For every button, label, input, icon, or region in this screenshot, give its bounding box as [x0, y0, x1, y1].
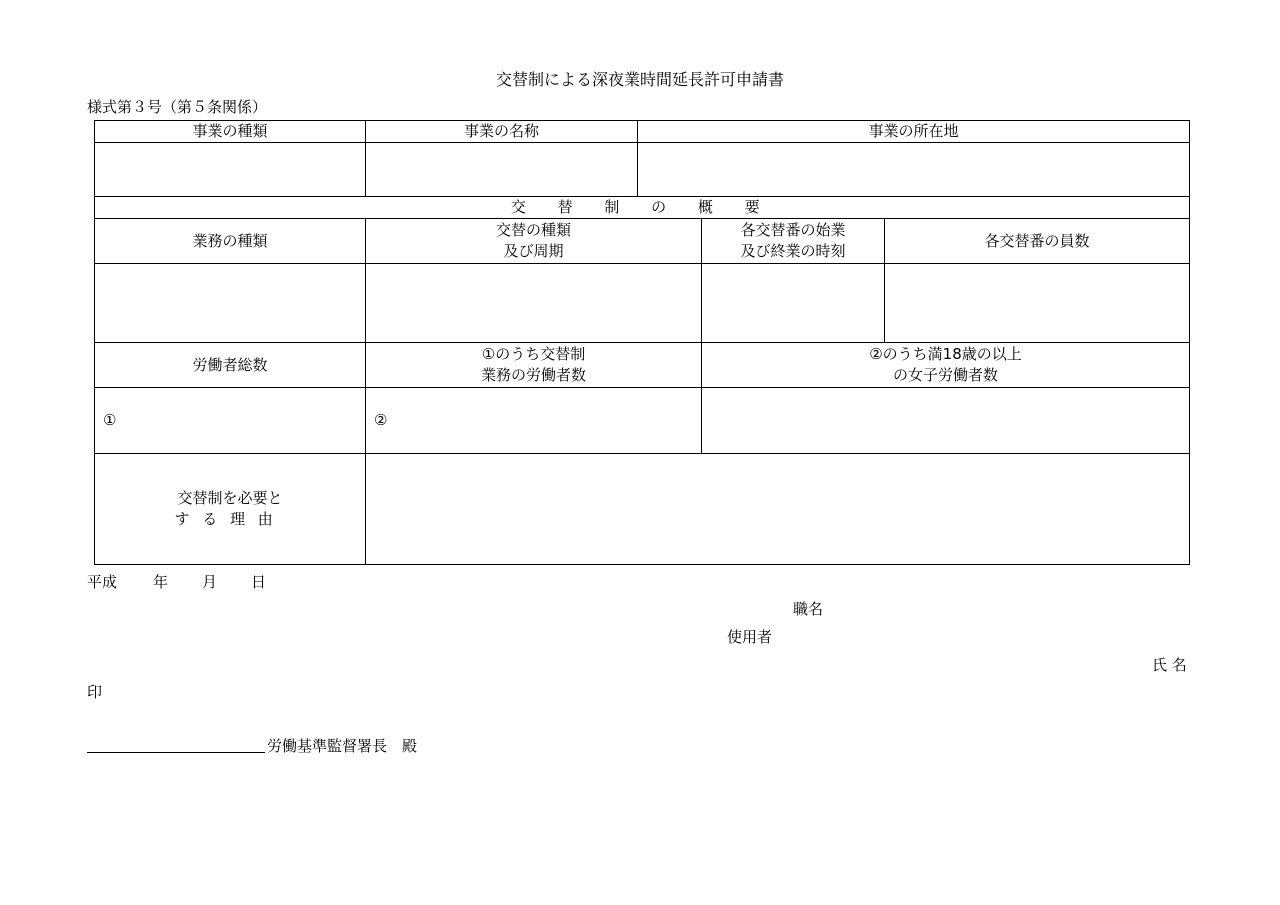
header-female-workers-line2: の女子労働者数: [893, 366, 999, 384]
application-form-table: [94, 120, 1190, 565]
header-shift-workers: [366, 343, 702, 388]
header-work-type: 業務の種類: [95, 219, 366, 264]
header-shift-type-line1: 交替の種類: [495, 221, 571, 239]
employer-label: 使用者: [727, 628, 773, 646]
header-business-type: 事業の種類: [95, 121, 366, 143]
business-header-row: [95, 121, 1190, 143]
reason-row: [95, 454, 1190, 565]
header-business-name: 事業の名称: [366, 121, 638, 143]
marker-2: ②: [374, 411, 388, 429]
shift-input-row: [95, 264, 1190, 343]
marker-1: ①: [103, 411, 117, 429]
date-month: 月: [202, 573, 218, 591]
business-location-field[interactable]: [638, 143, 1190, 197]
header-business-location: 事業の所在地: [638, 121, 1190, 143]
section-title-text: 交 替 制 の 概 要: [510, 198, 774, 216]
reason-label-line1: 交替制を必要と: [177, 489, 283, 507]
header-shift-times: [702, 219, 885, 264]
header-shift-times-line1: 各交替番の始業: [740, 221, 846, 239]
header-shift-staff: 各交替番の員数: [885, 219, 1190, 264]
date-day: 日: [251, 573, 267, 591]
office-name-underline[interactable]: [87, 752, 265, 753]
header-shift-workers-line1: ①のうち交替制: [481, 345, 586, 363]
seal-label: 印: [87, 683, 103, 701]
shift-header-row: [95, 219, 1190, 264]
header-female-workers: [702, 343, 1190, 388]
section-title-row: [95, 197, 1190, 219]
header-shift-workers-line2: 業務の労働者数: [480, 366, 586, 384]
worker-header-row: [95, 343, 1190, 388]
female-workers-field[interactable]: [702, 388, 1190, 454]
reason-field[interactable]: [366, 454, 1190, 565]
shift-times-field[interactable]: [702, 264, 885, 343]
header-shift-type-line2: 及び周期: [503, 242, 564, 260]
total-workers-field[interactable]: [95, 388, 366, 454]
reason-label-line2: する理由: [174, 510, 286, 528]
shift-workers-field[interactable]: [366, 388, 702, 454]
date-year: 年: [153, 573, 169, 591]
business-input-row: [95, 143, 1190, 197]
header-female-workers-line1: ②のうち満18歳の以上: [869, 345, 1022, 363]
reason-label: [95, 454, 366, 565]
shift-type-field[interactable]: [366, 264, 702, 343]
business-name-field[interactable]: [366, 143, 638, 197]
addressee: 労働基準監督署長 殿: [267, 737, 418, 755]
header-shift-times-line2: 及び終業の時刻: [740, 242, 846, 260]
form-number: 様式第３号（第５条関係）: [87, 98, 268, 116]
worker-input-row: [95, 388, 1190, 454]
shift-staff-field[interactable]: [885, 264, 1190, 343]
section-title: [95, 197, 1190, 219]
date-era: 平成: [87, 573, 118, 591]
work-type-field[interactable]: [95, 264, 366, 343]
business-type-field[interactable]: [95, 143, 366, 197]
header-shift-type: [366, 219, 702, 264]
position-label: 職名: [793, 600, 824, 618]
document-title: 交替制による深夜業時間延長許可申請書: [495, 70, 784, 89]
header-total-workers: 労働者総数: [95, 343, 366, 388]
name-label: 氏 名: [1152, 656, 1187, 674]
